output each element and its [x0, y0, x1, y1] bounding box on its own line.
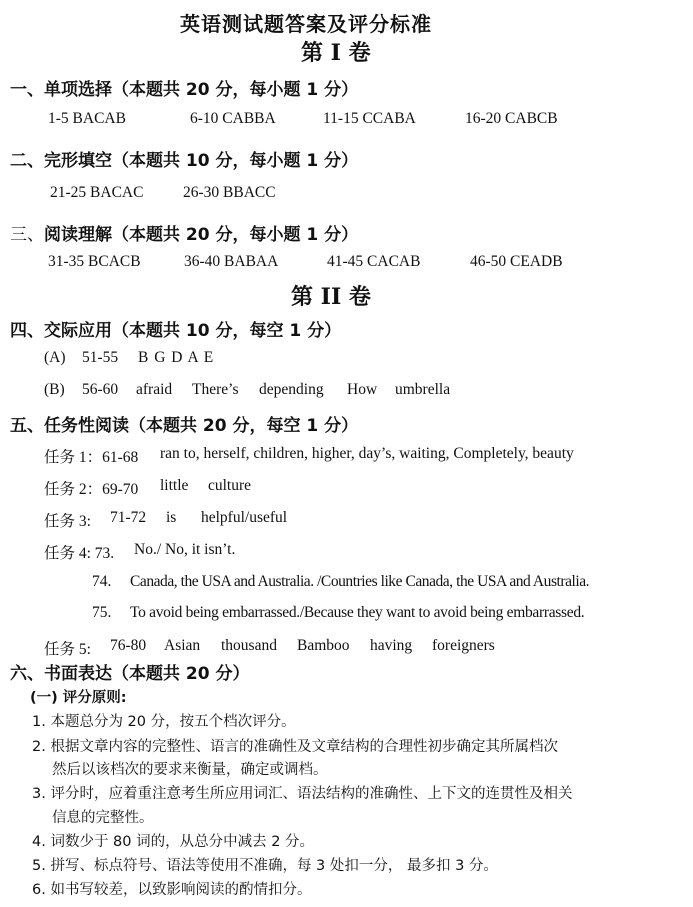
part-b-range: 56-60: [82, 381, 119, 398]
answer-group: 41-45 CACAB: [327, 253, 421, 270]
answer-word: culture: [208, 477, 252, 494]
rule-item: 3. 评分时，应着重注意考生所应用词汇、语法结构的准确性、上下文的连贯性及相关: [32, 786, 573, 802]
answer-group: 6-10 CABBA: [190, 110, 276, 127]
answer-word: umbrella: [395, 381, 451, 398]
answer-word: Asian: [164, 637, 201, 654]
answer-group: 36-40 BABAA: [184, 253, 279, 270]
answer-group: 31-35 BCACB: [48, 253, 141, 270]
rule-item: 1. 本题总分为 20 分，按五个档次评分。: [32, 714, 296, 730]
task-3-label: 任务 3:: [44, 513, 91, 530]
answer-word: having: [370, 637, 413, 654]
section-5-heading: 五、任务性阅读（本题共 20 分，每空 1 分）: [10, 416, 359, 436]
answer-word: How: [347, 381, 378, 398]
answer-group: 46-50 CEADB: [470, 253, 563, 270]
answer-word: Bamboo: [297, 637, 350, 654]
rule-item-continuation: 然后以该档次的要求来衡量，确定或调档。: [52, 762, 328, 778]
part-a-range: 51-55: [82, 349, 119, 366]
answer-word: helpful/useful: [201, 509, 288, 526]
task-3-range: 71-72: [110, 509, 147, 526]
answer-group: 16-20 CABCB: [465, 110, 558, 127]
task-1-label: 任务 1：61-68: [44, 449, 139, 466]
section-2-heading: 二、完形填空（本题共 10 分，每小题 1 分）: [10, 151, 359, 171]
task-1-answers: ran to, herself, children, higher, day’s, waiting, Completely, beauty: [160, 445, 574, 462]
section-3-title: 阅读理解（本题共 20 分，每小题 1 分）: [44, 225, 359, 245]
answer-group: 26-30 BBACC: [183, 184, 276, 201]
rule-item: 5. 拼写、标点符号、语法等使用不准确，每 3 处扣一分， 最多扣 3 分。: [32, 858, 498, 874]
rule-item: 6. 如书写较差，以致影响阅读的酌情扣分。: [32, 882, 312, 898]
answer-group: 11-15 CCABA: [323, 110, 416, 127]
answer-word: foreigners: [432, 637, 495, 654]
scoring-principles-heading: (一) 评分原则:: [30, 690, 127, 706]
answer-word: thousand: [221, 637, 277, 654]
rule-item: 4. 词数少于 80 词的，从总分中减去 2 分。: [32, 834, 315, 850]
answer-word: is: [166, 509, 177, 526]
section-3-number: 三、: [10, 225, 44, 245]
item-75-number: 75.: [92, 604, 112, 621]
section-4-heading: 四、交际应用（本题共 10 分，每空 1 分）: [10, 321, 342, 341]
rule-item-continuation: 信息的完整性。: [52, 810, 154, 826]
answer-word: depending: [259, 381, 324, 398]
volume-2-heading: 第 II 卷: [291, 284, 371, 310]
section-1-heading: 一、单项选择（本题共 20 分，每小题 1 分）: [10, 80, 359, 100]
task-5-range: 76-80: [110, 637, 147, 654]
volume-1-heading: 第 I 卷: [301, 40, 371, 66]
item-74-number: 74.: [92, 573, 112, 590]
task-4-label: 任务 4: 73.: [44, 545, 115, 562]
rule-item: 2. 根据文章内容的完整性、语言的准确性及文章结构的合理性初步确定其所属档次: [32, 739, 558, 755]
part-b-label: (B): [44, 381, 65, 398]
answer-group: 21-25 BACAC: [50, 184, 144, 201]
item-75-answer: To avoid being embarrassed./Because they want to avoid being embarrassed.: [130, 604, 585, 621]
item-74-answer: Canada, the USA and Australia. /Countries like Canada, the USA and Australia.: [130, 573, 590, 590]
task-4-answer-73: No./ No, it isn’t.: [134, 541, 236, 558]
part-a-label: (A): [44, 349, 66, 366]
section-6-heading: 六、书面表达（本题共 20 分）: [10, 664, 250, 684]
answer-word: little: [160, 477, 189, 494]
answer-word: There’s: [192, 381, 239, 398]
section-3-heading: [10, 220, 358, 245]
answer-word: afraid: [136, 381, 173, 398]
task-5-label: 任务 5:: [44, 641, 91, 658]
answer-group: 1-5 BACAB: [48, 110, 126, 127]
page-title: 英语测试题答案及评分标准: [180, 12, 432, 36]
task-2-label: 任务 2：69-70: [44, 481, 139, 498]
part-a-answers: B G D A E: [138, 349, 215, 366]
